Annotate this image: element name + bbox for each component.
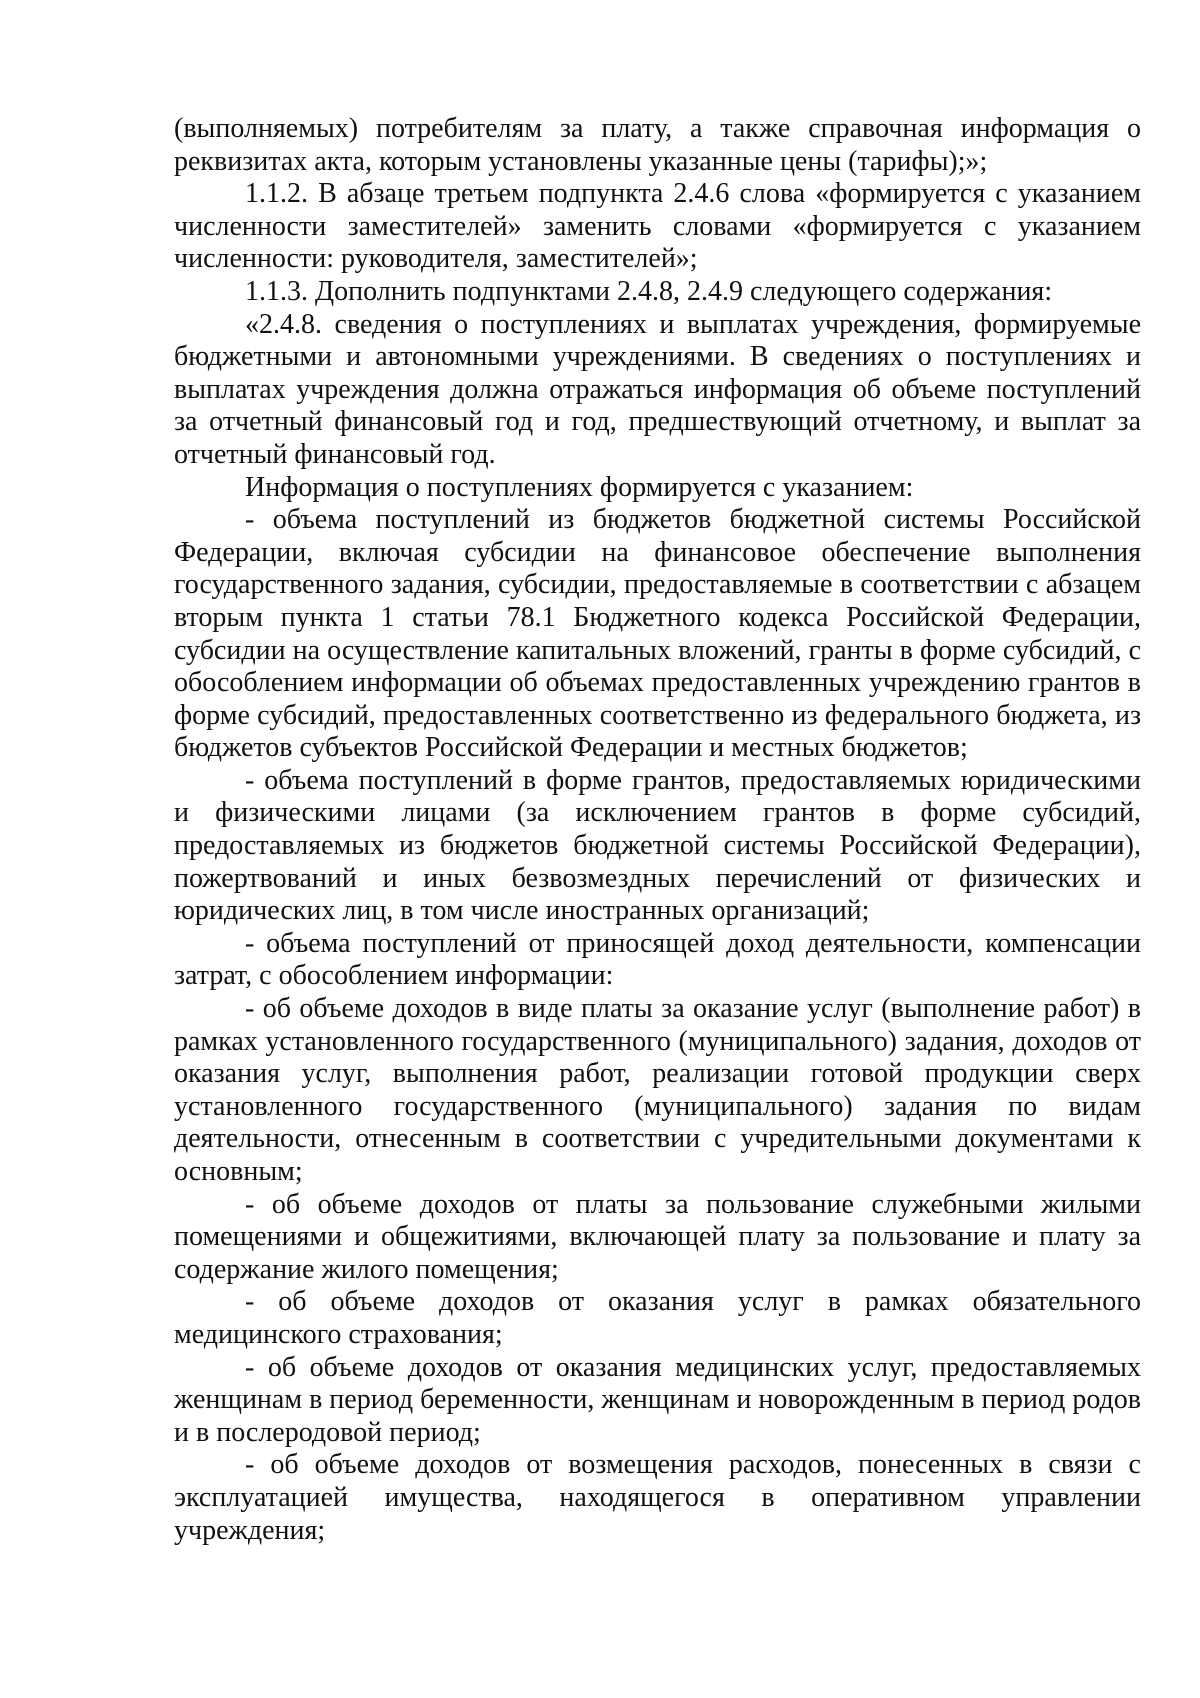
document-page [174,113,1141,1547]
paragraph: «2.4.8. сведения о поступлениях и выплатах учреждения, формируемые бюджетными и автономными учреждениями. В сведениях о поступлениях и выплатах учреждения должна отражаться информация об объеме поступлений за отчетный финансовый год и год, предшествующий отчетному, и выплат за отчетный финансовый год. [174,308,1141,470]
paragraph: 1.1.3. Дополнить подпунктами 2.4.8, 2.4.9 следующего содержания: [245,275,1053,307]
list-item: - объема поступлений от приносящей доход деятельности, компенсации затрат, с обособлением информации: [174,927,1141,992]
list-item: - об объеме доходов в виде платы за оказание услуг (выполнение работ) в рамках установленного государственного (муниципального) задания, доходов от оказания услуг, выполнения работ, реализации готовой продукции сверх установленного государственного (муниципального) задания по видам деятельности, отнесенным в соответствии с учредительными документами к основным; [174,993,1141,1187]
paragraph: (выполняемых) потребителям за плату, а также справочная информация о реквизитах акта, которым установлены указанные цены (тарифы);»; [174,113,1141,177]
list-item: - об объеме доходов от возмещения расходов, понесенных в связи с эксплуатацией имущества, находящегося в оперативном управлении учреждения; [174,1449,1141,1546]
list-item: - объема поступлений в форме грантов, предоставляемых юридическими и физическими лицами (за исключением грантов в форме субсидий, предоставляемых из бюджетов бюджетной системы Российской Федерации), пожертвований и иных безвозмездных перечислений от физических и юридических лиц, в том числе иностранных организаций; [174,764,1141,927]
list-item: - объема поступлений из бюджетов бюджетной системы Российской Федерации, включая субсидии на финансовое обеспечение выполнения государственного задания, субсидии, предоставляемые в соответствии с абзацем вторым пункта 1 статьи 78.1 Бюджетного кодекса Российской Федерации, субсидии на осуществление капитальных вложений, гранты в форме субсидий, с обособлением информации об объемах предоставленных учреждению грантов в форме субсидий, предоставленных соответственно из федерального бюджета, из бюджетов субъектов Российской Федерации и местных бюджетов; [174,504,1141,764]
paragraph: Информация о поступлениях формируется с указанием: [245,471,914,503]
list-item: - об объеме доходов от платы за пользование служебными жилыми помещениями и общежитиями, включающей плату за пользование и плату за содержание жилого помещения; [174,1188,1141,1285]
list-item: - об объеме доходов от оказания медицинских услуг, предоставляемых женщинам в период беременности, женщинам и новорожденным в период родов и в послеродовой период; [174,1351,1141,1448]
list-item: - об объеме доходов от оказания услуг в рамках обязательного медицинского страхования; [174,1286,1141,1350]
paragraph: 1.1.2. В абзаце третьем подпункта 2.4.6 слова «формируется с указанием численности заместителей» заменить словами «формируется с указанием численности: руководителя, заместителей»; [174,178,1141,275]
